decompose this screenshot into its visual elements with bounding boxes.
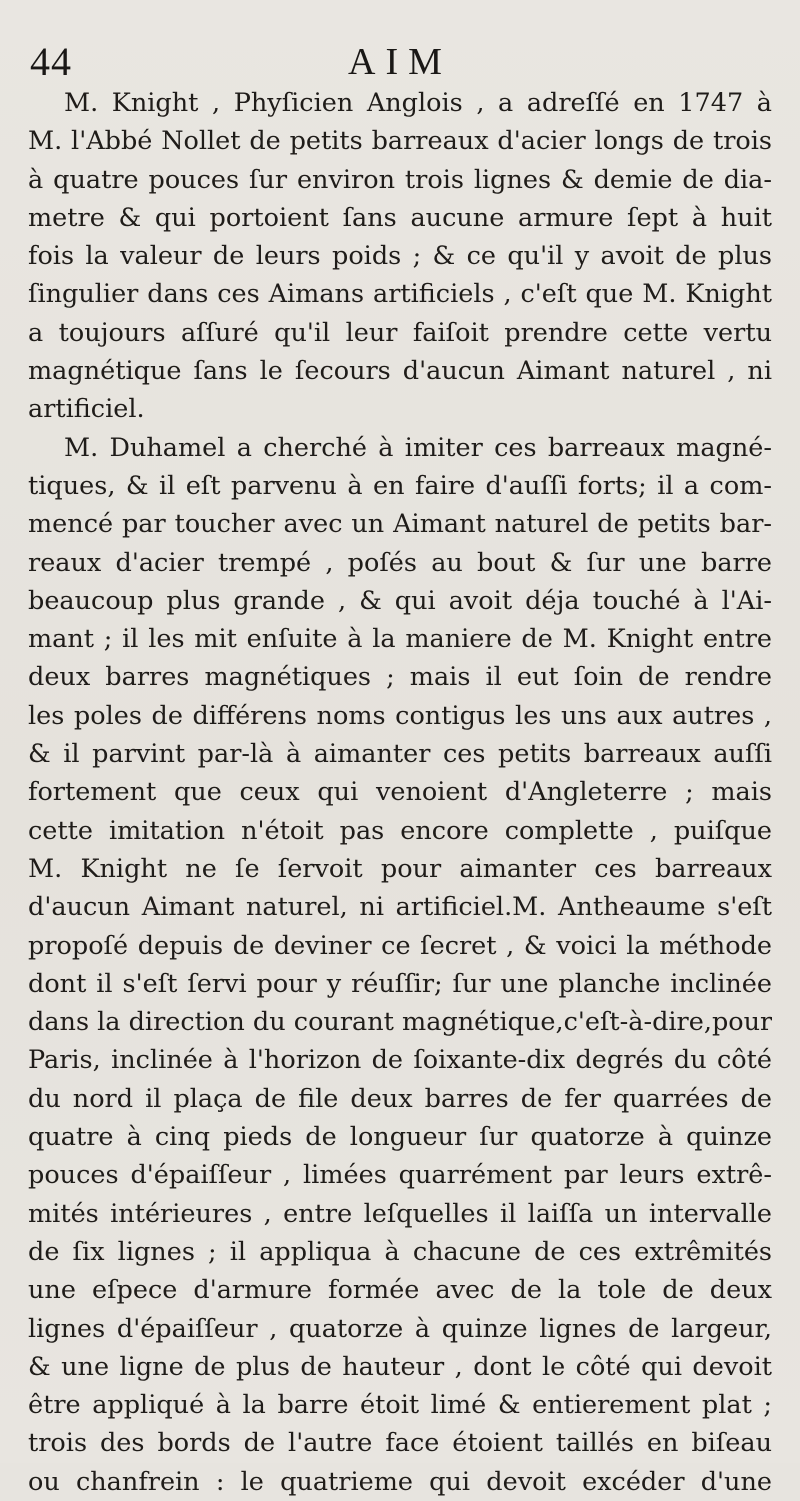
text-line: mencé par toucher avec un Aimant naturel de petits bar- xyxy=(28,509,772,540)
text-line: ſingulier dans ces Aimans artificiels , c'eſt que M. Knight xyxy=(28,279,772,310)
text-line: lignes d'épaiſſeur , quatorze à quinze lignes de largeur, xyxy=(28,1313,772,1344)
text-line: de ſix lignes ; il appliqua à chacune de ces extrêmités xyxy=(28,1236,772,1267)
text-line: Paris, inclinée à l'horizon de ſoixante-dix degrés du côté xyxy=(28,1045,772,1076)
text-line: trois des bords de l'autre face étoient taillés en biſeau xyxy=(28,1428,772,1459)
text-line: ou chanfrein : le quatrieme qui devoit excéder d'une xyxy=(28,1466,772,1497)
text-line: M. Knight ne ſe ſervoit pour aimanter ces barreaux xyxy=(28,853,772,884)
text-line: M. l'Abbé Nollet de petits barreaux d'acier longs de trois xyxy=(28,126,772,157)
text-line: artificiel. xyxy=(28,394,145,425)
text-line: une eſpece d'armure formée avec de la tole de deux xyxy=(28,1275,772,1306)
body-text xyxy=(28,84,772,1501)
text-line: metre & qui portoient ſans aucune armure ſept à huit xyxy=(28,202,772,233)
text-line: fois la valeur de leurs poids ; & ce qu'il y avoit de plus xyxy=(28,241,772,272)
text-line: dont il s'eſt ſervi pour y réuſſir; ſur une planche inclinée xyxy=(28,968,772,999)
text-line: mités intérieures , entre leſquelles il laiſſa un intervalle xyxy=(28,1198,772,1229)
text-line: du nord il plaça de file deux barres de fer quarrées de xyxy=(28,1083,772,1114)
text-line: tiques, & il eſt parvenu à en faire d'auſſi forts; il a com- xyxy=(28,470,772,501)
text-line: mant ; il les mit enſuite à la maniere de M. Knight entre xyxy=(28,624,772,655)
text-line: & une ligne de plus de hauteur , dont le côté qui devoit xyxy=(28,1351,772,1382)
text-line: magnétique ſans le ſecours d'aucun Aimant naturel , ni xyxy=(28,356,772,387)
text-line: fortement que ceux qui venoient d'Angleterre ; mais xyxy=(28,777,772,808)
text-line: à quatre pouces ſur environ trois lignes & demie de dia- xyxy=(28,164,772,195)
text-line: propoſé depuis de deviner ce ſecret , & voici la méthode xyxy=(28,930,772,961)
page-number: 44 xyxy=(30,39,72,84)
text-line: être appliqué à la barre étoit limé & entierement plat ; xyxy=(28,1390,772,1421)
text-line: quatre à cinq pieds de longueur ſur quatorze à quinze xyxy=(28,1122,772,1153)
text-line: cette imitation n'étoit pas encore complette , puiſque xyxy=(28,815,772,846)
text-line: les poles de différens noms contigus les uns aux autres , xyxy=(28,700,772,731)
text-line: d'aucun Aimant naturel, ni artificiel.M. Antheaume s'eſt xyxy=(28,892,772,923)
text-line: M. Duhamel a cherché à imiter ces barreaux magné- xyxy=(64,432,772,463)
text-line: M. Knight , Phyſicien Anglois , a adreſſé en 1747 à xyxy=(64,88,772,118)
text-line: pouces d'épaiſſeur , limées quarrément par leurs extrê- xyxy=(28,1160,772,1191)
text-line: a toujours aſſuré qu'il leur faiſoit prendre cette vertu xyxy=(28,317,772,348)
text-line: reaux d'acier trempé , poſés au bout & ſur une barre xyxy=(28,547,772,578)
text-line: dans la direction du courant magnétique,c'eſt-à-dire,pour xyxy=(28,1007,772,1038)
text-line: beaucoup plus grande , & qui avoit déja touché à l'Ai- xyxy=(28,585,772,616)
text-line: deux barres magnétiques ; mais il eut ſoin de rendre xyxy=(28,662,772,693)
running-head: AIM xyxy=(348,41,452,83)
text-line: & il parvint par-là à aimanter ces petits barreaux auſſi xyxy=(28,739,772,770)
